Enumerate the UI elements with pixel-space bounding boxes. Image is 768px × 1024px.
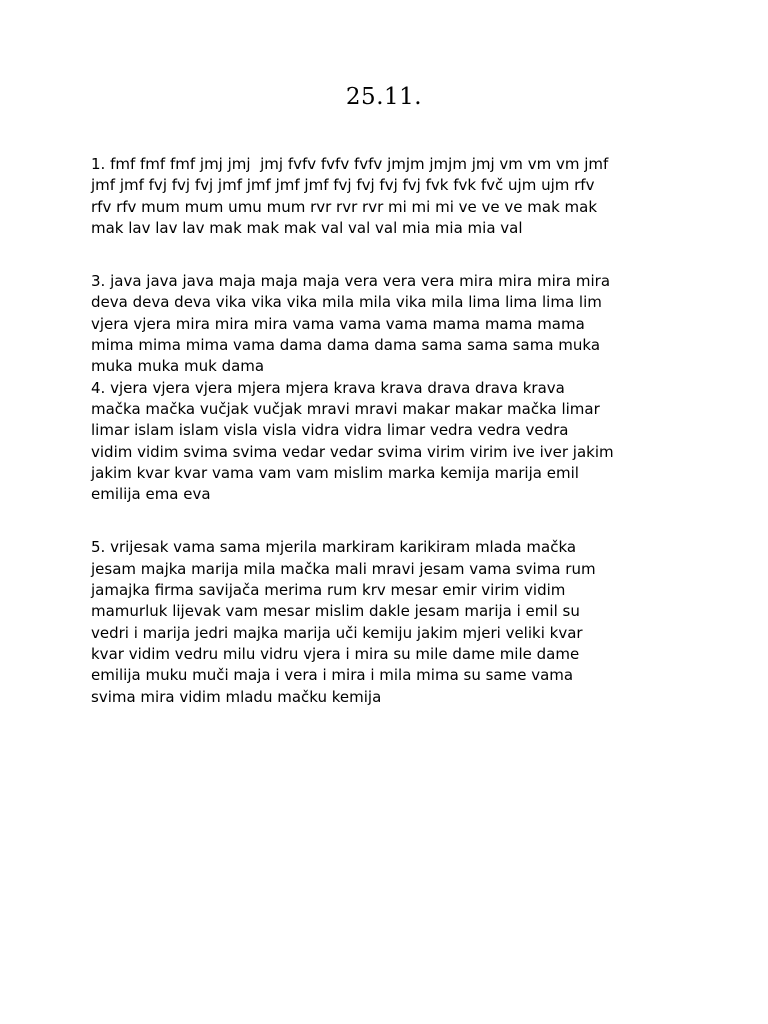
document-body (91, 154, 691, 708)
paragraph-gap (91, 505, 691, 537)
paragraph-exercise-5: 5. vrijesak vama sama mjerila markiram karikiram mlada mačka jesam majka marija mila mačka mali mravi jesam vama svima rum jamajka firma savijača merima rum krv mesar emir virim vidim mamurluk lijevak vam mesar mislim dakle jesam marija i emil su vedri i marija jedri majka marija uči kemiju jakim mjeri veliki kvar kvar vidim vedru milu vidru vjera i mira su mile dame mile dame emilija muku muči maja i vera i mira i mila mima su same vama svima mira vidim mladu mačku kemija (91, 538, 596, 706)
paragraph-exercise-3-4: 3. java java java maja maja maja vera vera vera mira mira mira mira deva deva deva vika vika vika mila mila vika mila lima lima lima lim vjera vjera mira mira mira vama vama vama mama mama mama mima mima mima vama dama dama dama sama sama sama muka muka muka muk dama 4. vjera vjera vjera mjera mjera krava krava drava drava krava mačka mačka vučjak vučjak mravi mravi makar makar mačka limar limar islam islam visla visla vidra vidra limar vedra vedra vedra vidim vidim svima svima vedar vedar svima virim virim ive iver jakim jakim kvar kvar vama vam vam mislim marka kemija marija emil emilija ema eva (91, 272, 614, 504)
paragraph-gap (91, 239, 691, 271)
date-heading: 25.11. (345, 84, 423, 110)
paragraph-exercise-1: 1. fmf fmf fmf jmj jmj jmj fvfv fvfv fvfv jmjm jmjm jmj vm vm vm jmf jmf jmf fvj fvj fvj jmf jmf jmf jmf fvj fvj fvj fvj fvk fvk fvč ujm ujm rfv rfv rfv mum mum umu mum rvr rvr rvr mi mi mi ve ve ve mak mak mak lav lav lav mak mak mak val val val mia mia mia val (91, 155, 609, 237)
